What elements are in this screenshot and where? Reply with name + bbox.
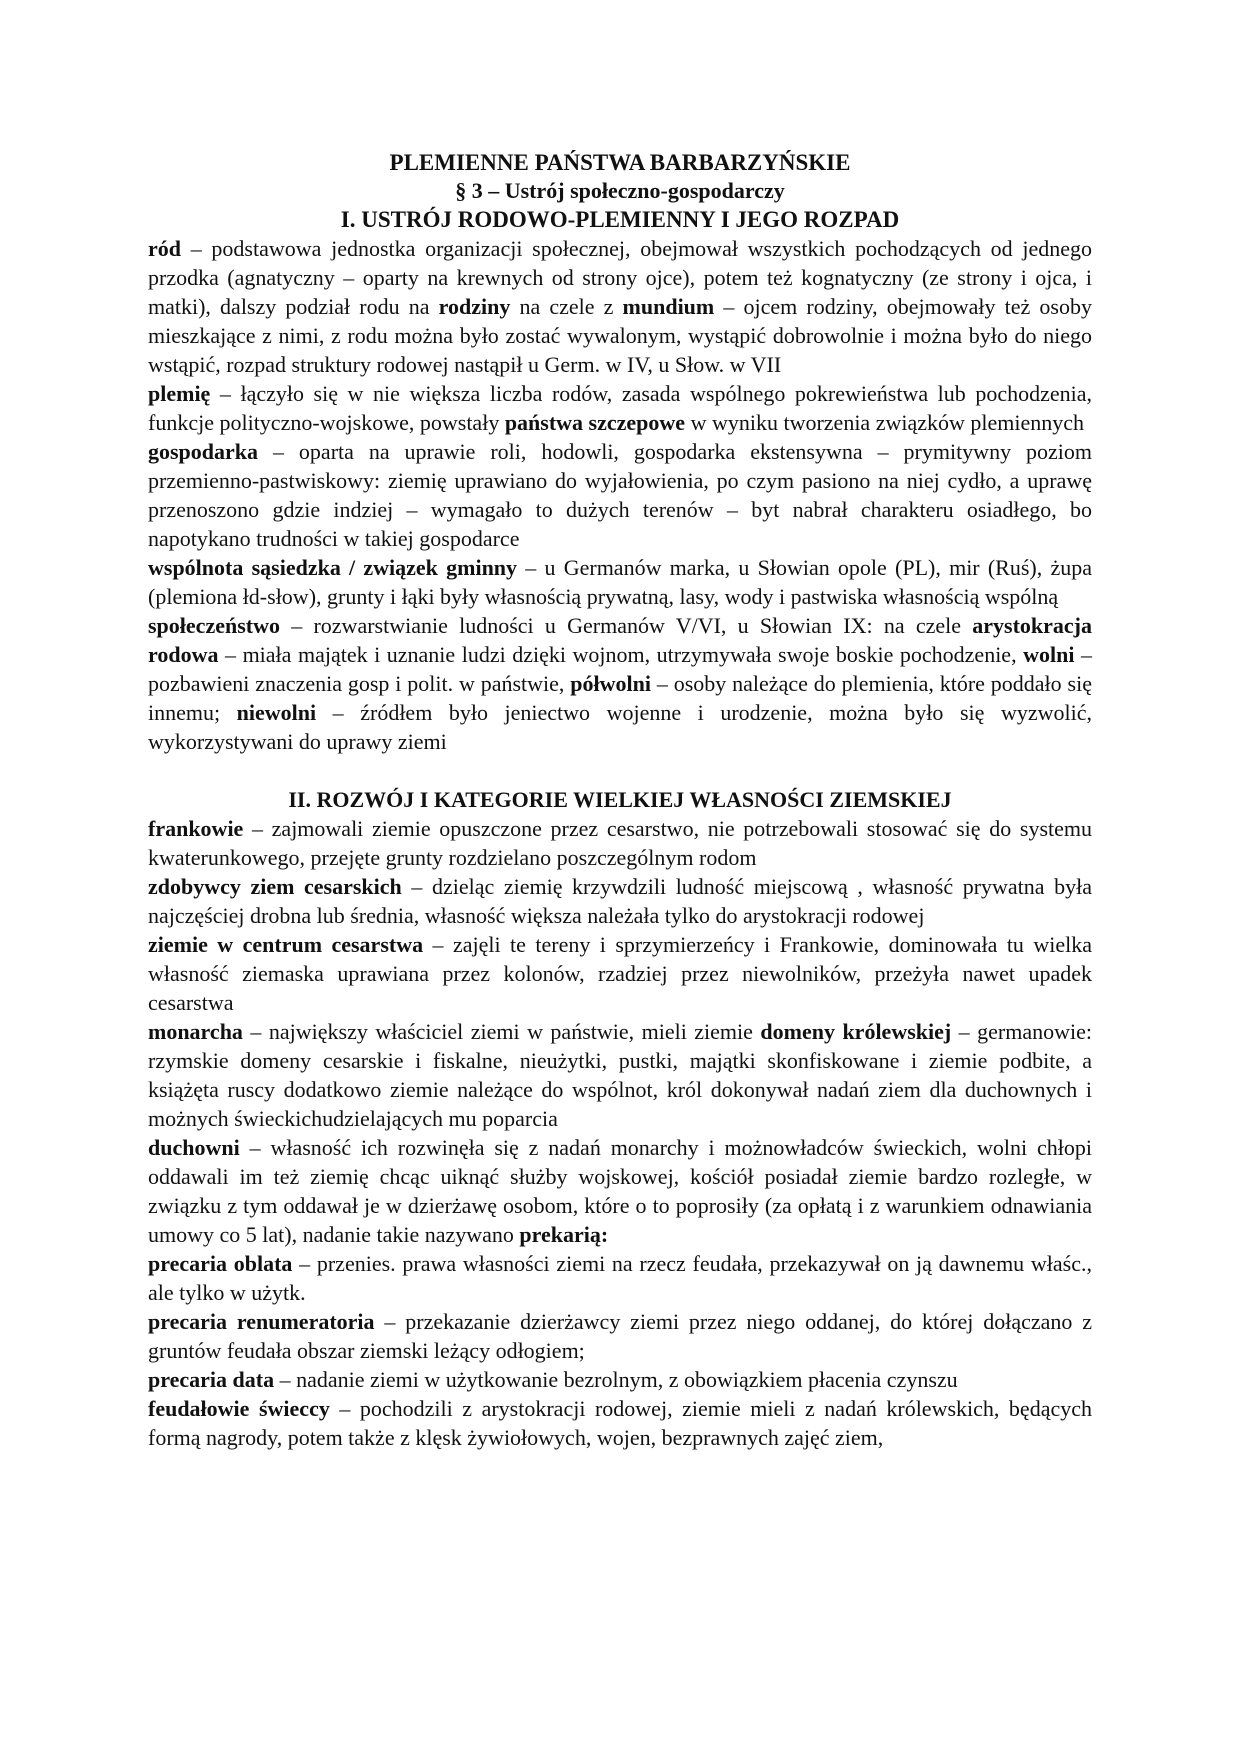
- term: plemię: [148, 381, 211, 406]
- term: monarcha: [148, 1019, 243, 1044]
- entry-duchowni: [148, 1133, 1092, 1249]
- definition-text: – oparta na uprawie roli, hodowli, gospodarka ekstensywna – prymitywny poziom przemienno-pastwiskowy: ziemię uprawiano do wyjałowienia, po czym pasiono na niej cydło, a uprawę przenoszono gdzie indziej – wymagało to dużych terenów – byt nabrał charakteru osiadłego, bo napotykano trudności w takiej gospodarce: [148, 439, 1092, 551]
- entry-zdobywcy: [148, 872, 1092, 930]
- term: gospodarka: [148, 439, 259, 464]
- term: precaria data: [148, 1367, 275, 1392]
- definition-text: w wyniku tworzenia związków plemiennych: [685, 410, 1085, 435]
- term: precaria oblata: [148, 1251, 293, 1276]
- definition-text: – przekazanie dzierżawcy ziemi przez niego oddanej, do której dołączano z gruntów feudała obszar ziemski leżący odłogiem;: [148, 1309, 1093, 1363]
- entry-ziemie-centrum: [148, 930, 1092, 1017]
- term: arystokracja rodowa: [148, 613, 1092, 667]
- document-title: PLEMIENNE PAŃSTWA BARBARZYŃSKIE: [389, 150, 851, 175]
- term: rodziny: [438, 294, 511, 319]
- term: wolni: [1023, 642, 1075, 667]
- section-2-body: [148, 814, 1092, 1452]
- section-1-heading: I. USTRÓJ RODOWO-PLEMIENNY I JEGO ROZPAD: [340, 207, 900, 232]
- term: domeny królewskiej: [760, 1019, 952, 1044]
- definition-text: – nadanie ziemi w użytkowanie bezrolnym, z obowiązkiem płacenia czynszu: [274, 1367, 958, 1392]
- entry-gospodarka: [148, 437, 1092, 553]
- term: państwa szczepowe: [504, 410, 686, 435]
- definition-text: – pozbawieni znaczenia gosp i polit. w państwie,: [148, 642, 1093, 696]
- term: ziemie w centrum cesarstwa: [148, 932, 424, 957]
- term: feudałowie świeccy: [148, 1396, 330, 1421]
- document-subtitle: § 3 – Ustrój społeczno-gospodarczy: [455, 178, 785, 203]
- term: zdobywcy ziem cesarskich: [148, 874, 402, 899]
- definition-text: – osoby należące do plemienia, które poddało się innemu;: [148, 671, 1092, 725]
- definition-text: – zajęli te tereny i sprzymierzeńcy i Frankowie, dominowała tu wielka własność ziemaska uprawiana przez kolonów, rzadziej przez niewolników, przeżyła nawet upadek cesarstwa: [148, 932, 1093, 1015]
- section-2-heading: II. ROZWÓJ I KATEGORIE WIELKIEJ WŁASNOŚCI ZIEMSKIEJ: [288, 787, 952, 812]
- definition-text: – podstawowa jednostka organizacji społecznej, obejmował wszystkich pochodzących od jednego przodka (agnatyczny – oparty na krewnych od strony ojce), potem też kognatyczny (ze strony i ojca, i matki), dalszy podział rodu na: [148, 236, 1092, 319]
- definition-text: – łączyło się w nie większa liczba rodów, zasada wspólnego pokrewieństwa lub pochodzenia, funkcje polityczno-wojskowe, powstały: [148, 381, 1092, 435]
- definition-text: – zajmowali ziemie opuszczone przez cesarstwo, nie potrzebowali stosować się do systemu kwaterunkowego, przejęte grunty rozdzielano poszczególnym rodom: [148, 816, 1092, 870]
- definition-text: – ojcem rodziny, obejmowały też osoby mieszkające z nimi, z rodu można było zostać wywalonym, wystąpić dobrowolnie i można było do niego wstąpić, rozpad struktury rodowej nastąpił u Germ. w IV, u Słow. w VII: [148, 294, 1092, 377]
- definition-text: na czele z: [510, 294, 623, 319]
- term: mundium: [622, 294, 715, 319]
- definition-text: – dzieląc ziemię krzywdzili ludność miejscową , własność prywatna była najczęściej drobna lub średnia, własność większa należała tylko do arystokracji rodowej: [148, 874, 1093, 928]
- section-1-body: [148, 234, 1092, 756]
- entry-precaria-renumeratoria: [148, 1307, 1092, 1365]
- entry-spoleczenstwo: [148, 611, 1092, 756]
- term: precaria renumeratoria: [148, 1309, 375, 1334]
- term: społeczeństwo: [148, 613, 280, 638]
- term: frankowie: [148, 816, 244, 841]
- term: wspólnota sąsiedzka / związek gminny: [148, 555, 518, 580]
- entry-monarcha: [148, 1017, 1092, 1133]
- definition-text: – własność ich rozwinęła się z nadań monarchy i możnowładców świeckich, wolni chłopi oddawali im też ziemię chcąc uiknąć służby wojskowej, kościół posiadał ziemie bardzo rozległe, w związku z tym oddawał je w dzierżawę osobom, które o to poprosiły (za opłatą i z warunkiem odnawiania umowy co 5 lat), nadanie takie nazywano: [148, 1135, 1092, 1247]
- entry-wspolnota: [148, 553, 1092, 611]
- term: niewolni: [236, 700, 317, 725]
- entry-plemie: [148, 379, 1092, 437]
- entry-rod: [148, 234, 1092, 379]
- entry-feudalowie-swieccy: [148, 1394, 1092, 1452]
- definition-text: – pochodzili z arystokracji rodowej, ziemie mieli z nadań królewskich, będących formą nagrody, potem także z klęsk żywiołowych, wojen, bezprawnych zajęć ziem,: [148, 1396, 1092, 1450]
- definition-text: – rozwarstwianie ludności u Germanów V/VI, u Słowian IX: na czele: [279, 613, 973, 638]
- entry-precaria-data: [148, 1365, 1092, 1394]
- term: duchowni: [148, 1135, 240, 1160]
- term: ród: [148, 236, 181, 261]
- definition-text: – źródłem było jeniectwo wojenne i urodzenie, można było się wyzwolić, wykorzystywani do uprawy ziemi: [148, 700, 1092, 754]
- term: półwolni: [570, 671, 651, 696]
- definition-text: – miała majątek i uznanie ludzi dzięki wojnom, utrzymywała swoje boskie pochodzenie,: [218, 642, 1024, 667]
- definition-text: – największy właściciel ziemi w państwie, mieli ziemie: [242, 1019, 761, 1044]
- definition-text: – przenies. prawa własności ziemi na rzecz feudała, przekazywał on ją dawnemu właśc., ale tylko w użytk.: [148, 1251, 1092, 1305]
- entry-frankowie: [148, 814, 1092, 872]
- definition-text: – u Germanów marka, u Słowian opole (PL), mir (Ruś), żupa (plemiona łd-słow), grunty i łąki były własnością prywatną, lasy, wody i pastwiska własnością wspólną: [148, 555, 1092, 609]
- entry-precaria-oblata: [148, 1249, 1092, 1307]
- definition-text: – germanowie: rzymskie domeny cesarskie i fiskalne, nieużytki, pustki, majątki skonfiskowane i ziemie podbite, a książęta ruscy dodatkowo ziemie należące do wspólnot, król dokonywał nadań ziem dla duchownych i możnych świeckichudzielających mu poparcia: [148, 1019, 1092, 1131]
- document-header: [148, 148, 1092, 234]
- term: prekarią:: [519, 1222, 609, 1247]
